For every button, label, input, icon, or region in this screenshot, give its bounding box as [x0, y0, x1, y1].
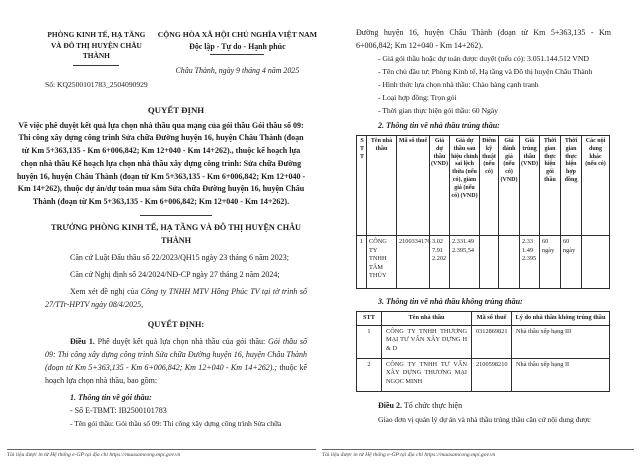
etbmt-number: - Số E-TBMT: IB2500101783 — [70, 406, 167, 416]
column-header-tax-code: Mã số thuế — [397, 136, 430, 236]
authority-heading: TRƯỞNG PHÒNG KINH TẾ, HẠ TẦNG VÀ ĐÔ THỊ HUYỆN CHÂU THÀNH — [51, 222, 301, 245]
loser-table-header-row — [357, 312, 610, 326]
place-and-date: Châu Thành, ngày 9 tháng 4 năm 2025 — [175, 65, 300, 75]
column-header-stt: STT — [357, 312, 382, 326]
section-divider — [140, 215, 212, 216]
article-1-suffix: thuộc kế hoạch lựa chọn nhà thầu, bao gồm: — [45, 363, 307, 386]
cell-other — [582, 236, 610, 289]
winner-table — [356, 135, 610, 289]
column-header-tax-code: Mã số thuế — [472, 312, 512, 326]
cell-bid-price: 3.027.912.202 — [430, 236, 450, 289]
decision-title: QUYẾT ĐỊNH — [147, 104, 205, 115]
document-number: Số: KQ2500101783_2504090929 — [45, 79, 148, 89]
document-header — [45, 30, 317, 91]
cell-contractor-name: CÔNG TY TNHH TÂM THỦY — [367, 236, 397, 289]
national-motto: Độc lập - Tự do - Hạnh phúc — [189, 41, 286, 51]
org-line: THÀNH — [82, 51, 110, 61]
page-footer: Tài liệu được in từ Hệ thống e-GP tại địa chỉ https://muasamcong.mpi.gov.vn — [7, 449, 316, 459]
article-1-package: Gói thầu số 09: Thi công xây dựng công trình Sửa chữa Đường huyện 16, huyện Châu Thành (đoạn từ Km 5+363,135 - Km 6+006,842; Km 12+040 - Km 14+262).; — [45, 337, 308, 373]
basis-3-proposer: Công ty TNHH MTV Hồng Phúc TV tại tờ trình số 27/TTr-HPTV ngày 08/4/2025, — [45, 287, 308, 310]
issuing-org-name — [45, 30, 148, 62]
article-2-body-line: Giao đơn vị quản lý dự án và nhà thầu trúng thầu căn cứ nội dung được — [378, 414, 591, 424]
package-info-list — [356, 52, 611, 117]
column-header-winning-price: Giá trúng thầu (VND) — [520, 136, 540, 236]
cell-evaluated-price — [499, 236, 520, 289]
column-header-contractor: Tên nhà thầu — [367, 136, 397, 236]
legal-basis-1: Căn cứ Luật Đấu thầu số 22/2023/QH15 ngày 23 tháng 6 năm 2023; — [70, 253, 289, 263]
basis-3-prefix: Xem xét đề nghị của — [70, 287, 141, 297]
article-1-text: Phê duyệt kết quả lựa chọn nhà thầu của gói thầu: — [94, 337, 269, 347]
investor-line: - Tên chủ đầu tư: Phòng Kinh tế, Hạ tầng và Đô thị huyện Châu Thành — [378, 67, 593, 76]
issuing-org-block — [45, 30, 148, 91]
article-1-label: Điều 1. — [70, 337, 95, 347]
loser-table — [356, 311, 610, 392]
column-header-other: Các nội dung khác (nếu có) — [582, 136, 610, 236]
national-title: CỘNG HÒA XÃ HỘI CHỦ NGHĨA VIỆT NAM — [157, 30, 317, 39]
column-header-contractor: Tên nhà thầu — [382, 312, 472, 326]
column-header-bid-price: Giá dự thầu (VND) — [430, 136, 450, 236]
package-name-line: - Tên gói thầu: Gói thầu số 09: Thi công xây dựng công trình Sửa chữa — [70, 419, 282, 429]
legal-basis-2: Căn cứ Nghị định số 24/2024/NĐ-CP ngày 27 tháng 2 năm 2024; — [70, 270, 280, 280]
cell-corrected-price: 2.331.492.395,54 — [450, 236, 480, 289]
column-header-stt: STT — [357, 136, 367, 236]
cell-contract-duration: 60 ngày — [561, 236, 582, 289]
package-price-line: - Giá gói thầu hoặc dự toán được duyệt (nếu có): 3.051.144.512 VND — [378, 54, 589, 63]
cell-tax-code: 2100598210 — [472, 358, 512, 391]
org-line: PHÒNG KINH TẾ, HẠ TẦNG — [47, 30, 146, 39]
decides-heading: QUYẾT ĐỊNH: — [147, 320, 205, 330]
header-divider — [73, 65, 119, 66]
page-footer: Tài liệu được in từ Hệ thống e-GP tại địa chỉ https://muasamcong.mpi.gov.vn — [322, 449, 634, 459]
cell-stt: 2 — [357, 358, 382, 391]
legal-basis-3 — [45, 285, 307, 311]
decision-subtitle: Về việc phê duyệt kết quả lựa chọn nhà thầu qua mạng của gói thầu Gói thầu số 09: Thi công xây dựng công trình Sửa chữa Đường huyện 16, huyện Châu Thành (đoạn từ Km 5+363,135 - Km 6+006,842; Km 12+040 - Km 14+262)., thuộc kế hoạch lựa chọn nhà thầu Kế hoạch lựa chọn nhà thầu xây dựng công trình: Sửa chữa Đường huyện 16, huyện Châu Thành (đoạn từ Km 5+363,135 - Km 6+006,842; Km 12+040 - Km 14+262), thuộc dự án/dự toán mua sắm Sửa chữa Đường huyện 16, huyện Châu Thành (đoạn từ Km 5+363,135 - Km 6+006,842; Km 12+040 - Km 14+262). — [16, 120, 306, 206]
winner-table-row — [357, 236, 610, 289]
selection-method-line: - Hình thức lựa chọn nhà thầu: Chào hàng cạnh tranh — [378, 80, 539, 89]
duration-line: - Thời gian thực hiện gói thầu: 60 Ngày — [378, 106, 498, 115]
document-page-2 — [320, 0, 640, 474]
section-1-heading: 1. Thông tin về gói thầu: — [70, 393, 152, 403]
article-2-paragraph — [378, 399, 611, 412]
cell-stt: 1 — [357, 325, 382, 358]
column-header-contract-duration: Thời gian thực hiện hợp đồng — [561, 136, 582, 236]
column-header-reason: Lý do nhà thầu không trúng thầu — [512, 312, 610, 326]
cell-reason: Nhà thầu xếp hạng II — [512, 358, 610, 391]
column-header-evaluated-price: Giá đánh giá (nếu có) (VND) — [499, 136, 520, 236]
column-header-package-duration: Thời gian thực hiện gói thầu — [540, 136, 561, 236]
cell-winning-price: 2.331.492.395 — [520, 236, 540, 289]
national-header-block — [158, 30, 317, 91]
loser-table-row — [357, 325, 610, 358]
cell-tax-code: 0312869821 — [472, 325, 512, 358]
column-header-tech-score: Điểm kỹ thuật (nếu có) — [480, 136, 499, 236]
cell-package-duration: 60 ngày — [540, 236, 561, 289]
winner-table-header-row — [357, 136, 610, 236]
cell-contractor-name: CÔNG TY TNHH THƯƠNG MẠI TƯ VẤN XÂY DỰNG H & D — [382, 325, 472, 358]
section-3-heading: 3. Thông tin về nhà thầu không trúng thầu: — [378, 297, 523, 306]
cell-stt: 1 — [357, 236, 367, 289]
column-header-corrected-price: Giá dự thầu sau hiệu chỉnh sai lệch thừa (nếu có), giảm giá (nếu có) (VND) — [450, 136, 480, 236]
org-line: VÀ ĐÔ THỊ HUYỆN CHÂU — [50, 40, 142, 50]
article-1-paragraph — [45, 335, 307, 387]
package-name-continuation: Đường huyện 16, huyện Châu Thành (đoạn từ Km 5+363,135 - Km 6+006,842; Km 12+040 - Km 14+262). — [356, 28, 611, 50]
cell-tax-code: 2100334176 — [397, 236, 430, 289]
cell-tech-score — [480, 236, 499, 289]
article-2-label: Điều 2. — [378, 400, 402, 410]
article-2-text: Tổ chức thực hiện — [402, 400, 463, 410]
contract-type-line: - Loại hợp đồng: Trọn gói — [378, 93, 457, 102]
cell-contractor-name: CÔNG TY TNHH TƯ VẤN XÂY DỰNG THƯƠNG MẠI NGỌC MINH — [382, 358, 472, 391]
cell-reason: Nhà thầu xếp hạng III — [512, 325, 610, 358]
header-divider — [210, 54, 264, 55]
section-2-heading: 2. Thông tin về nhà thầu trúng thầu: — [378, 121, 500, 130]
loser-table-row — [357, 358, 610, 391]
